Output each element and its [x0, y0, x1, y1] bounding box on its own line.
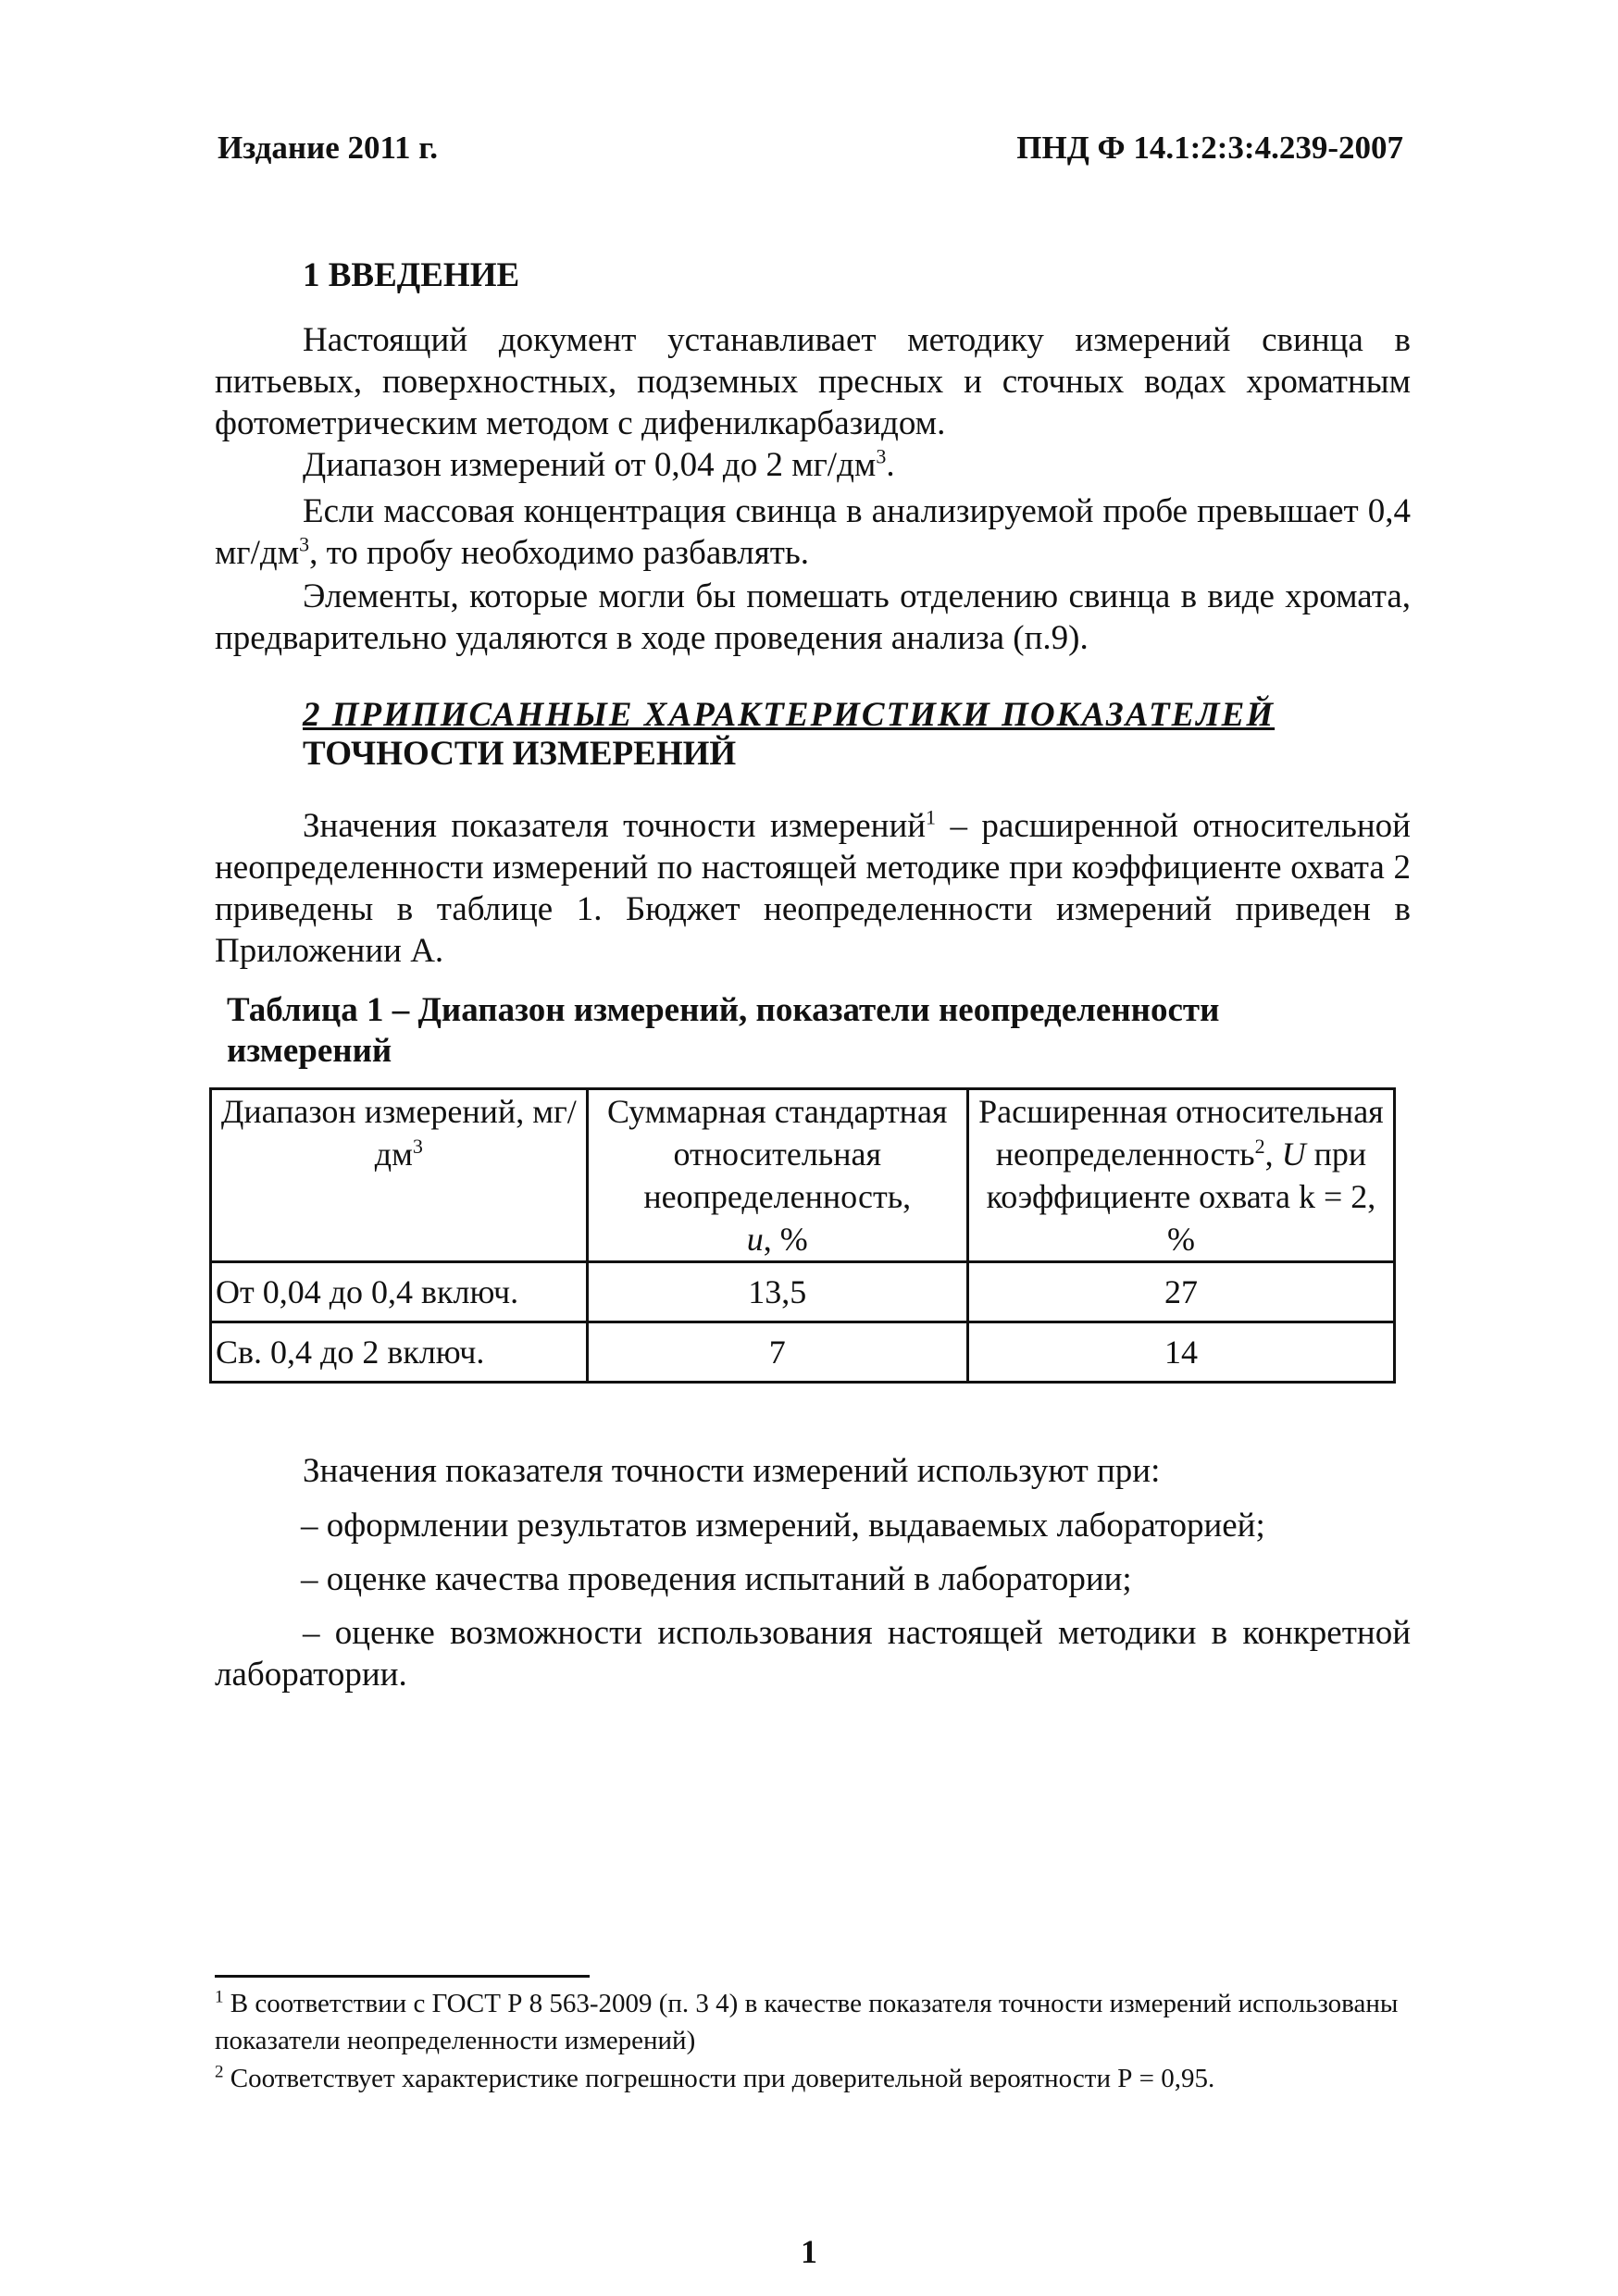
footnote-2	[215, 2060, 1418, 2097]
accuracy-text-start: Значения показателя точности измерений	[303, 807, 927, 845]
cell-standard-uncertainty: 13,5	[587, 1262, 967, 1322]
col-expanded-uncertainty-header	[967, 1089, 1394, 1262]
col-expanded-uncertainty-separator: ,	[1264, 1136, 1282, 1173]
list-item	[215, 1612, 1411, 1695]
col-range-header	[211, 1089, 588, 1262]
range-superscript: 3	[876, 444, 887, 468]
dilution-superscript: 3	[299, 532, 310, 556]
intro-paragraph	[215, 319, 1411, 444]
col-standard-uncertainty-text: Суммарная стандартная относительная неопределенность,	[607, 1093, 948, 1215]
dilution-paragraph	[215, 490, 1411, 574]
footnote-1-text: В соответствии с ГОСТ Р 8 563-2009 (п. 3 4) в качестве показателя точности измерений использованы показатели неопределенности измерений)	[215, 1989, 1399, 2055]
cell-range: Св. 0,4 до 2 включ.	[211, 1322, 588, 1383]
range-text: Диапазон измерений от 0,04 до 2 мг/дм	[303, 446, 877, 484]
col-expanded-uncertainty-text-b: при коэффициенте охвата k = 2, %	[986, 1136, 1376, 1258]
footnote-2-text: Соответствует характеристике погрешности при доверительной вероятности Р = 0,95.	[223, 2064, 1215, 2093]
footnote-1-mark: 1	[215, 1987, 224, 2007]
accuracy-text-rest: – расширенной относительной неопределенности измерений по настоящей методике при коэффициенте охвата 2 приведены в таблице 1. Бюджет неопределенности измерений приведен в Приложении А.	[215, 807, 1411, 970]
dilution-end: , то пробу необходимо разбавлять.	[309, 534, 810, 572]
cell-range: От 0,04 до 0,4 включ.	[211, 1262, 588, 1322]
col-expanded-uncertainty-text-a: Расширенная относительная неопределенность	[978, 1093, 1384, 1173]
interference-text: Элементы, которые могли бы помешать отделению свинца в виде хромата, предварительно удаляются в ходе проведения анализа (п.9).	[215, 577, 1411, 657]
table-header-row	[211, 1089, 1395, 1262]
cell-expanded-uncertainty: 14	[967, 1322, 1394, 1383]
section-1-heading: 1 ВВЕДЕНИЕ	[303, 256, 520, 294]
col-standard-uncertainty-symbol: u	[746, 1221, 764, 1258]
dilution-text: Если массовая концентрация свинца в анализируемой пробе превышает 0,4 мг/дм	[215, 492, 1411, 572]
interference-paragraph	[215, 576, 1411, 659]
edition-label: Издание 2011 г.	[218, 130, 438, 166]
intro-text: Настоящий документ устанавливает методику измерений свинца в питьевых, поверхностных, подземных пресных и сточных водах хроматным фотометрическим методом с дифенилкарбазидом.	[215, 321, 1411, 442]
col-standard-uncertainty-header	[587, 1089, 967, 1262]
cell-standard-uncertainty: 7	[587, 1322, 967, 1383]
footnote-divider	[215, 1975, 590, 1978]
section-2-heading-line-2: ТОЧНОСТИ ИЗМЕРЕНИЙ	[303, 735, 737, 773]
table-row	[211, 1262, 1395, 1322]
table-row	[211, 1322, 1395, 1383]
footnote-2-mark: 2	[215, 2062, 224, 2082]
cell-expanded-uncertainty: 27	[967, 1262, 1394, 1322]
col-standard-uncertainty-unit: , %	[763, 1221, 808, 1258]
range-end: .	[886, 446, 895, 484]
usage-intro-text: Значения показателя точности измерений используют при:	[303, 1452, 1161, 1490]
list-item: – оценке качества проведения испытаний в лаборатории;	[301, 1560, 1132, 1598]
table-1-caption: Таблица 1 – Диапазон измерений, показатели неопределенности измерений	[227, 991, 1220, 1070]
accuracy-paragraph	[215, 805, 1411, 972]
list-item: – оформлении результатов измерений, выдаваемых лабораторией;	[301, 1507, 1265, 1545]
accuracy-footnote-mark: 1	[926, 805, 937, 829]
list-item-text: – оценке возможности использования настоящей методики в конкретной лаборатории.	[215, 1614, 1411, 1694]
section-2-heading	[303, 696, 1409, 774]
col-range-header-text: Диапазон измерений, мг/дм	[220, 1093, 577, 1173]
section-2-heading-line-1: 2 ПРИПИСАННЫЕ ХАРАКТЕРИСТИКИ ПОКАЗАТЕЛЕЙ	[303, 696, 1276, 734]
footnote-1	[215, 1985, 1418, 2059]
document-code: ПНД Ф 14.1:2:3:4.239-2007	[1016, 130, 1403, 166]
col-range-header-superscript: 3	[412, 1135, 423, 1158]
page-number: 1	[801, 2233, 817, 2270]
uncertainty-table	[209, 1087, 1396, 1384]
col-expanded-uncertainty-superscript: 2	[1254, 1135, 1265, 1158]
usage-intro	[215, 1450, 1411, 1492]
col-expanded-uncertainty-symbol: U	[1281, 1136, 1306, 1173]
range-paragraph	[215, 444, 1411, 486]
